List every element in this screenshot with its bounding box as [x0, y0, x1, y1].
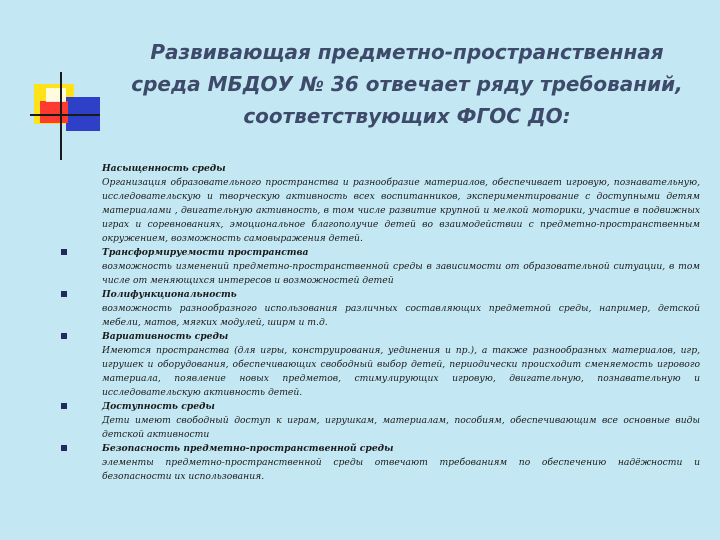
bullet-icon [61, 333, 67, 339]
list-item [56, 246, 700, 288]
list-item [56, 162, 700, 246]
item-text: возможность разнообразного использования различных составляющих предметной среды, например, детской мебели, матов, мягких модулей, ширм и т.д. [102, 303, 700, 328]
list-item [56, 330, 700, 400]
list-item [56, 288, 700, 330]
item-text: Имеются пространства (для игры, конструирования, уединения и пр.), а также разнообразных материалов, игр, игрушек и оборудования, обеспечивающих свободный выбор детей, периодически происходит сменяемость игрового материала, появление новых предметов, стимулирующих игровую, двигательную, познавательную и исследовательскую активность детей. [102, 345, 700, 398]
bullet-icon [61, 291, 67, 297]
item-text: элементы предметно-пространственной среды отвечают требованиям по обеспечению надёжности и безопасности их использования. [102, 457, 700, 482]
item-text: возможность изменений предметно-пространственной среды в зависимости от образовательной ситуации, в том числе от меняющихся интересов и возможностей детей [102, 261, 700, 286]
item-text: Дети имеют свободный доступ к играм, игрушкам, материалам, пособиям, обеспечивающим все основные виды детской активности [102, 415, 700, 440]
bullet-icon [61, 445, 67, 451]
item-heading: Трансформируемости пространства [102, 247, 309, 258]
list-item [56, 400, 700, 442]
bullet-icon [61, 249, 67, 255]
bullet-icon [61, 403, 67, 409]
white-square [46, 88, 66, 102]
item-heading: Насыщенность среды [102, 163, 226, 174]
red-square [40, 101, 68, 123]
item-heading: Полифункциональность [102, 289, 237, 300]
item-heading: Вариативность среды [102, 331, 229, 342]
horizontal-line [30, 114, 100, 116]
vertical-line [60, 72, 62, 160]
list-item [56, 442, 700, 484]
item-heading: Доступность среды [102, 401, 215, 412]
slide-title: Развивающая предметно-пространственная среда МБДОУ № 36 отвечает ряду требований, соответствующих ФГОС ДО: [131, 40, 683, 128]
requirements-list [56, 162, 700, 484]
item-heading: Безопасность предметно-пространственной среды [102, 443, 394, 454]
item-text: Организация образовательного пространства и разнообразие материалов, обеспечивает игровую, познавательную, исследовательскую и творческую активность всех воспитанников, экспериментирование с доступными детям материалами , двигательную активность, в том числе развитие крупной и мелкой моторики, участие в подвижных играх и соревнованиях, эмоциональное благополучие детей во взаимодействии с предметно-пространственным окружением, возможность самовыражения детей. [102, 177, 700, 244]
